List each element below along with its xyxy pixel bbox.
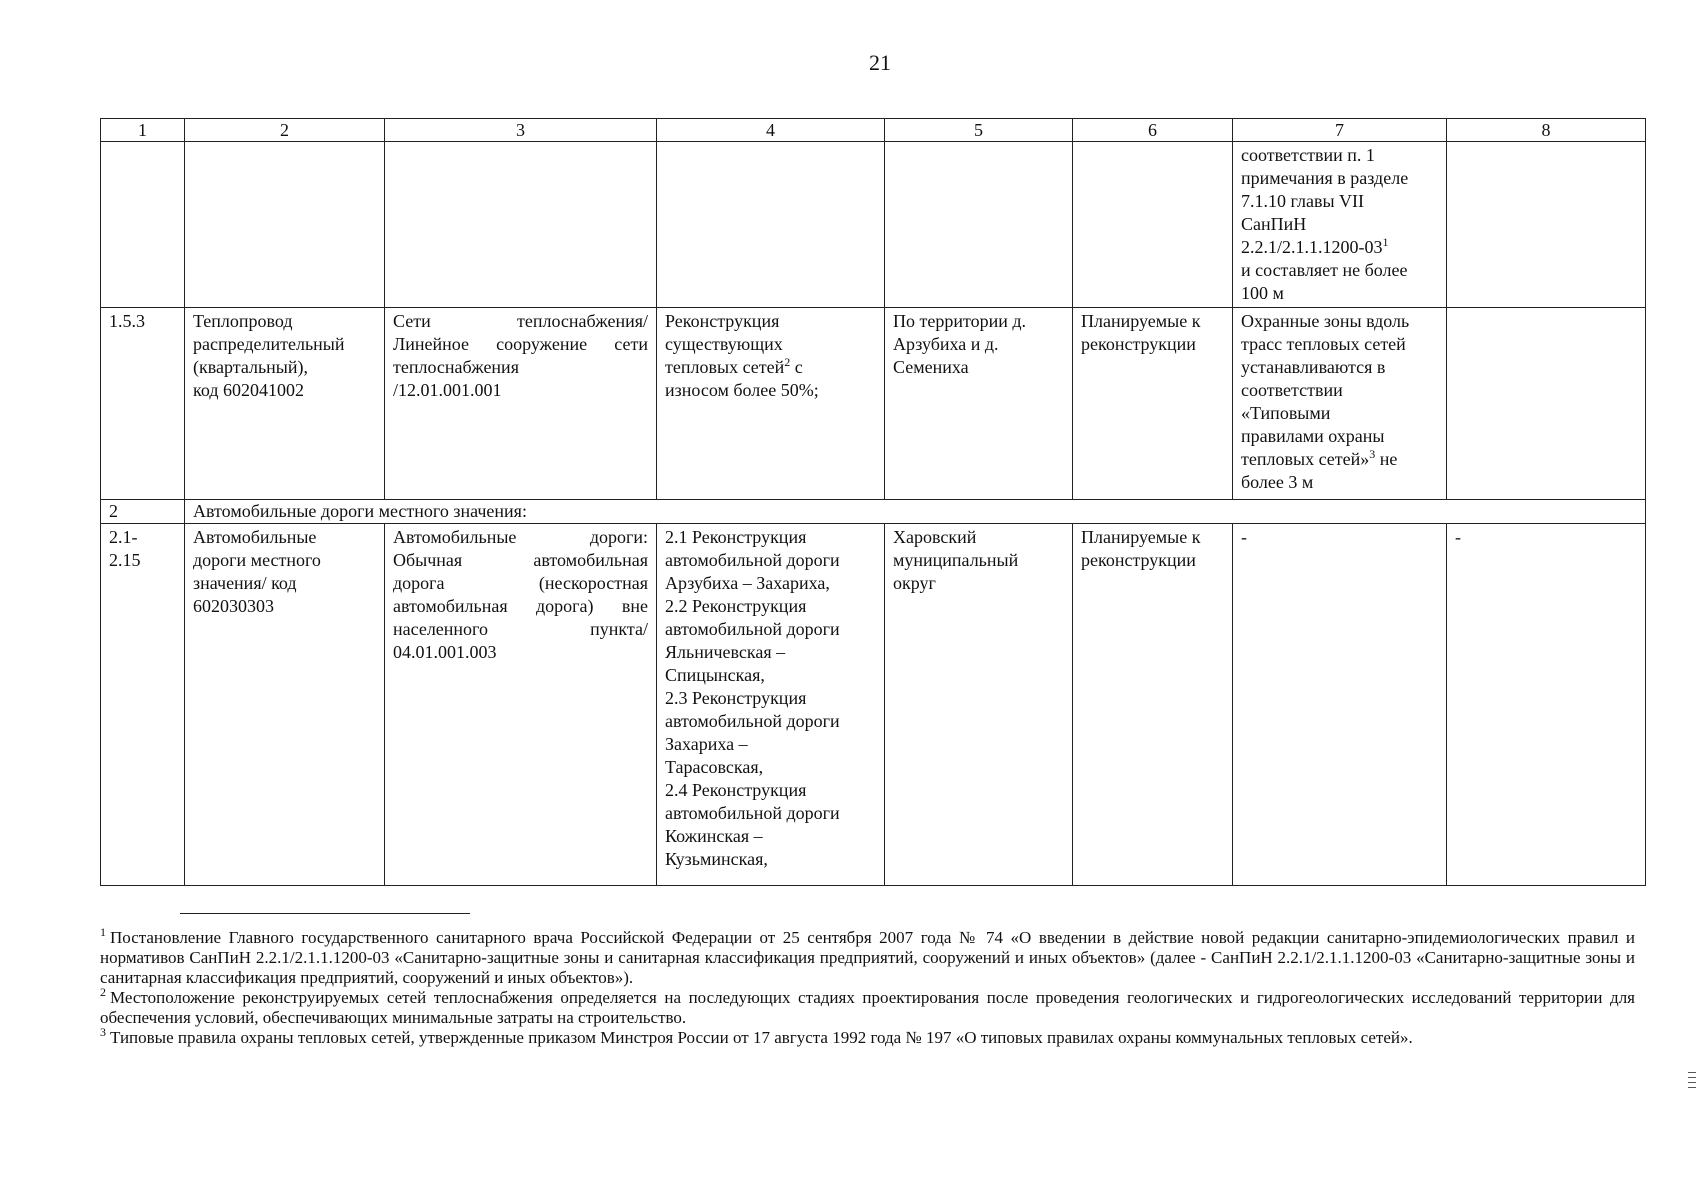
object-name-cell bbox=[185, 524, 385, 886]
text-line: тепловых сетей» bbox=[1241, 449, 1370, 469]
empty-cell bbox=[185, 142, 385, 308]
text-line: Охранные зоны вдоль bbox=[1241, 311, 1410, 331]
text-line: устанавливаются в bbox=[1241, 357, 1386, 377]
text-line: 100 м bbox=[1241, 283, 1284, 303]
text-line: правилами охраны bbox=[1241, 426, 1385, 446]
text-line: Спицынская, bbox=[665, 665, 765, 685]
column-header: 2 bbox=[185, 119, 385, 142]
text-line: тепловых сетей bbox=[665, 357, 785, 377]
note-cell: - bbox=[1447, 524, 1646, 886]
empty-cell bbox=[1073, 142, 1233, 308]
text-line: Тарасовская, bbox=[665, 757, 764, 777]
text-line: реконструкции bbox=[1081, 334, 1196, 354]
table-row bbox=[101, 524, 1646, 886]
footnote-text: Местоположение реконструируемых сетей теплоснабжения определяется на последующих стадиях проектирования после проведения геологических и гидрогеологических исследований территории для обеспечения условий, обеспечивающих минимальные затраты на строительство. bbox=[100, 988, 1635, 1027]
text-line: Захариха – bbox=[665, 734, 748, 754]
text-line: 602030303 bbox=[193, 596, 274, 616]
text-line: Арзубиха и д. bbox=[893, 334, 999, 354]
text-line: Автомобильные bbox=[193, 527, 317, 547]
header-row bbox=[101, 119, 1646, 142]
footnote-ref: 2 bbox=[784, 355, 791, 369]
footnote-number: 3 bbox=[100, 1025, 106, 1040]
text-line: дорога (нескоростная bbox=[393, 573, 648, 593]
text-line: Харовский bbox=[893, 527, 977, 547]
section-title: Автомобильные дороги местного значения: bbox=[185, 500, 1646, 524]
text-line: Арзубиха – Захариха, bbox=[665, 573, 830, 593]
text-line: с bbox=[790, 357, 803, 377]
text-line: населенного пункта/ bbox=[393, 619, 648, 639]
text-line: 2.1 Реконструкция bbox=[665, 527, 807, 547]
text-line: соответствии п. 1 bbox=[1241, 145, 1375, 165]
text-line: существующих bbox=[665, 334, 783, 354]
text-line: Яльничевская – bbox=[665, 642, 786, 662]
text-line: Теплопровод bbox=[193, 311, 293, 331]
page-number: 21 bbox=[869, 50, 891, 75]
text-line: и составляет не более bbox=[1241, 260, 1408, 280]
margin-mark bbox=[1688, 1072, 1696, 1073]
text-line: Реконструкция bbox=[665, 311, 780, 331]
empty-cell bbox=[101, 142, 185, 308]
empty-cell bbox=[385, 142, 657, 308]
location-cell bbox=[885, 524, 1073, 886]
margin-marks bbox=[1688, 1072, 1696, 1092]
column-header: 3 bbox=[385, 119, 657, 142]
empty-cell bbox=[657, 142, 885, 308]
text-line: Семениха bbox=[893, 357, 969, 377]
margin-mark bbox=[1688, 1077, 1696, 1078]
text-line: более 3 м bbox=[1241, 472, 1314, 492]
footnote-text: Постановление Главного государственного санитарного врача Российской Федерации от 25 сентября 2007 года № 74 «О введении в действие новой редакции санитарно-эпидемиологических правил и нормативов СанПиН 2.2.1/2.1.1.1200-03 «Санитарно-защитные зоны и санитарная классификация предприятий, сооружений и иных объектов» (далее - СанПиН 2.2.1/2.1.1.1200-03 «Санитарно-защитные зоны и санитарная классификация предприятий, сооружений и иных объектов»). bbox=[100, 928, 1635, 987]
column-header: 4 bbox=[657, 119, 885, 142]
text-line: Планируемые к bbox=[1081, 311, 1201, 331]
footnote-number: 2 bbox=[100, 985, 106, 1000]
text-line: автомобильная дорога) вне bbox=[393, 596, 648, 616]
text-line: «Типовыми bbox=[1241, 403, 1331, 423]
footnotes bbox=[100, 925, 1635, 1048]
text-line: Кожинская – bbox=[665, 826, 763, 846]
section-row bbox=[101, 500, 1646, 524]
column-header: 1 bbox=[101, 119, 185, 142]
text-line: 7.1.10 главы VII bbox=[1241, 191, 1365, 211]
status-cell bbox=[1073, 524, 1233, 886]
footnote-separator bbox=[180, 913, 470, 914]
purpose-cell bbox=[657, 524, 885, 886]
text-line: код 602041002 bbox=[193, 380, 304, 400]
text-line: муниципальный bbox=[893, 550, 1019, 570]
section-number: 2 bbox=[101, 500, 185, 524]
row-number-cell bbox=[101, 524, 185, 886]
text-line: автомобильной дороги bbox=[665, 619, 840, 639]
empty-cell bbox=[885, 142, 1073, 308]
text-line: 2.2 Реконструкция bbox=[665, 596, 807, 616]
purpose-cell bbox=[657, 308, 885, 500]
column-header: 7 bbox=[1233, 119, 1447, 142]
text-line: автомобильной дороги bbox=[665, 711, 840, 731]
text-line: Кузьминская, bbox=[665, 849, 768, 869]
text-line: По территории д. bbox=[893, 311, 1027, 331]
text-line: распределительный bbox=[193, 334, 345, 354]
text-line: 2.4 Реконструкция bbox=[665, 780, 807, 800]
text-line: Линейное сооружение сети bbox=[393, 334, 648, 354]
status-cell bbox=[1073, 308, 1233, 500]
object-name-cell bbox=[185, 308, 385, 500]
text-line: примечания в разделе bbox=[1241, 168, 1409, 188]
text-line: соответствии bbox=[1241, 380, 1343, 400]
text-line: теплоснабжения bbox=[393, 357, 519, 377]
location-cell bbox=[885, 308, 1073, 500]
text-line: трасс тепловых сетей bbox=[1241, 334, 1406, 354]
text-line: округ bbox=[893, 573, 936, 593]
text-line: (квартальный), bbox=[193, 357, 309, 377]
margin-mark bbox=[1688, 1082, 1696, 1083]
margin-mark bbox=[1688, 1087, 1696, 1088]
object-type-cell bbox=[385, 308, 657, 500]
footnote-number: 1 bbox=[100, 925, 106, 940]
text-line: Автомобильные дороги: bbox=[393, 527, 648, 547]
text-line: автомобильной дороги bbox=[665, 550, 840, 570]
text-line: реконструкции bbox=[1081, 550, 1196, 570]
protection-zone-cell: - bbox=[1233, 524, 1447, 886]
protection-zone-cell bbox=[1233, 308, 1447, 500]
footnote bbox=[100, 925, 1635, 988]
footnote-ref: 1 bbox=[1382, 235, 1389, 249]
text-line: 2.3 Реконструкция bbox=[665, 688, 807, 708]
column-header: 8 bbox=[1447, 119, 1646, 142]
text-line: 2.2.1/2.1.1.1200-03 bbox=[1241, 237, 1383, 257]
text-line: Сети теплоснабжения/ bbox=[393, 311, 648, 331]
text-line: не bbox=[1375, 449, 1398, 469]
text-line: СанПиН bbox=[1241, 214, 1307, 234]
text-line: 2.15 bbox=[109, 550, 141, 570]
note-cell bbox=[1447, 308, 1646, 500]
column-header: 6 bbox=[1073, 119, 1233, 142]
text-line: /12.01.001.001 bbox=[393, 380, 502, 400]
object-type-cell bbox=[385, 524, 657, 886]
data-table bbox=[100, 118, 1646, 886]
footnote bbox=[100, 985, 1635, 1028]
protection-zone-cell bbox=[1233, 142, 1447, 308]
text-line: износом более 50%; bbox=[665, 380, 819, 400]
text-line: автомобильной дороги bbox=[665, 803, 840, 823]
text-line: значения/ код bbox=[193, 573, 297, 593]
footnote-text: Типовые правила охраны тепловых сетей, утвержденные приказом Минстроя России от 17 августа 1992 года № 197 «О типовых правилах охраны коммунальных тепловых сетей». bbox=[110, 1028, 1413, 1047]
text-line: дороги местного bbox=[193, 550, 321, 570]
empty-cell bbox=[1447, 142, 1646, 308]
text-line: 2.1- bbox=[109, 527, 138, 547]
continuation-row bbox=[101, 142, 1646, 308]
table-row bbox=[101, 308, 1646, 500]
footnote bbox=[100, 1025, 1635, 1048]
column-header: 5 bbox=[885, 119, 1073, 142]
footnote-ref: 3 bbox=[1369, 447, 1376, 461]
text-line: Планируемые к bbox=[1081, 527, 1201, 547]
text-line: 04.01.001.003 bbox=[393, 642, 497, 662]
text-line: Обычная автомобильная bbox=[393, 550, 648, 570]
row-number: 1.5.3 bbox=[101, 308, 185, 500]
